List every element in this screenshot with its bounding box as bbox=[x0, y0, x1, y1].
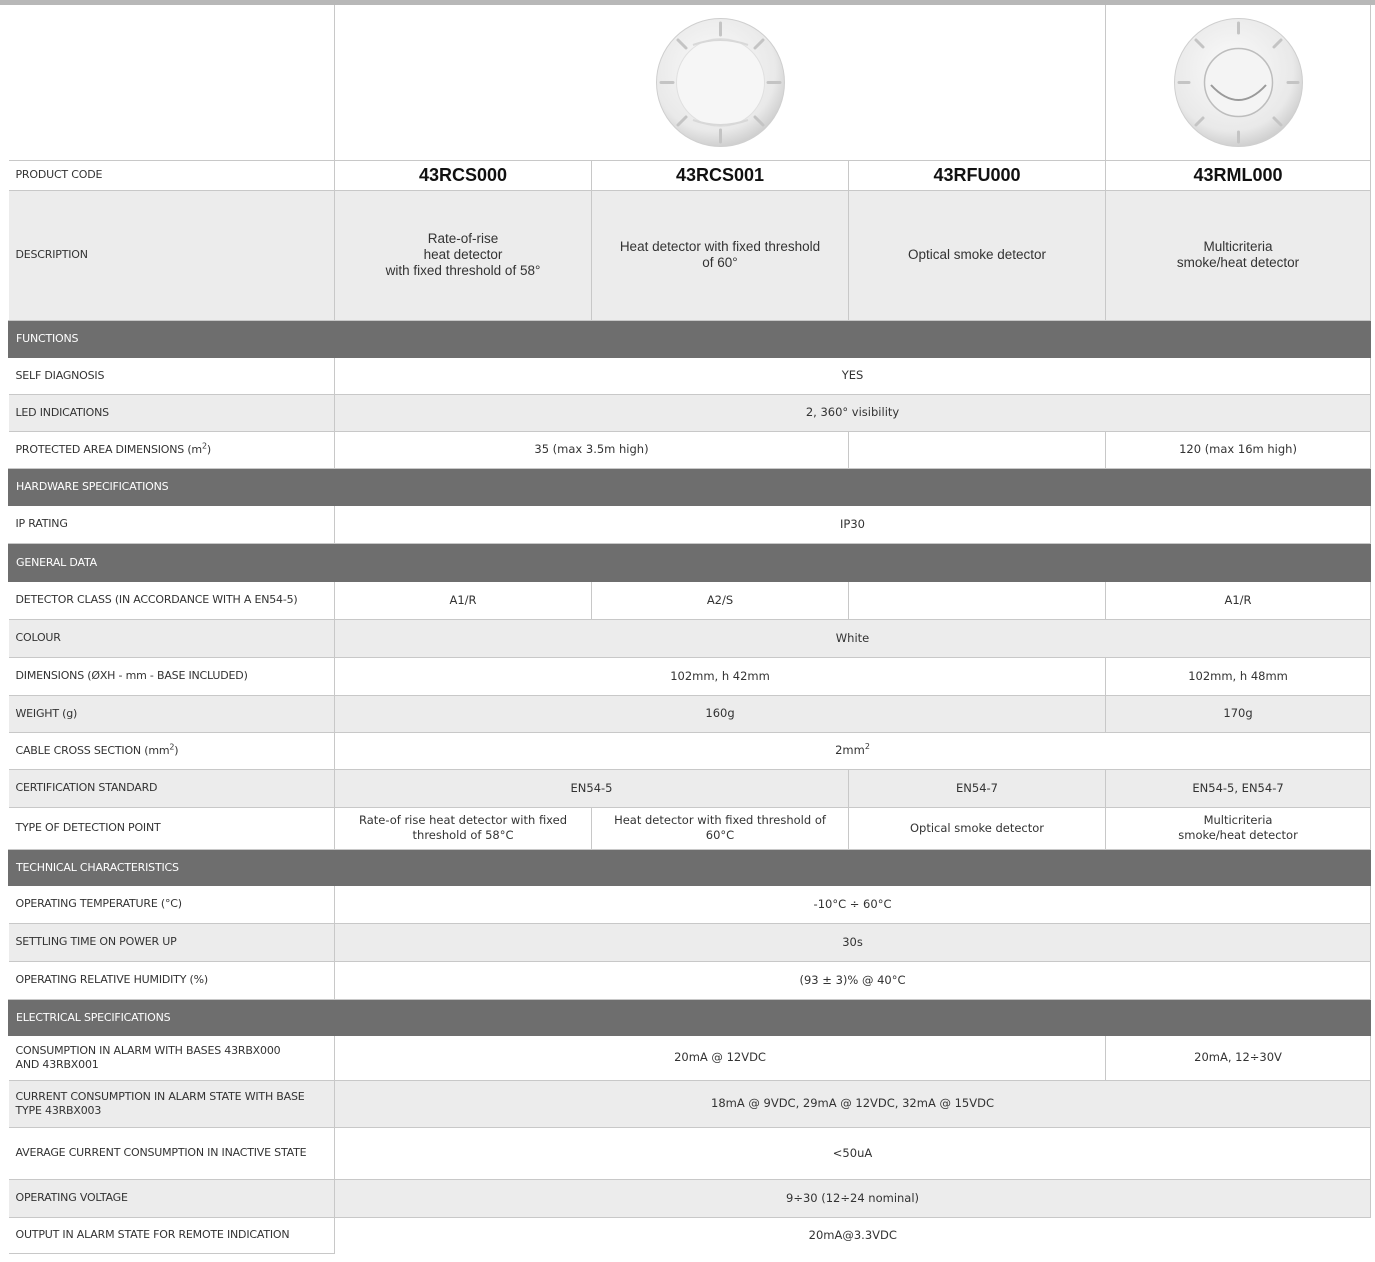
humidity-label: OPERATING RELATIVE HUMIDITY (%) bbox=[9, 961, 335, 999]
row-cable-cross-section bbox=[9, 732, 1371, 769]
settling-time-label: SETTLING TIME ON POWER UP bbox=[9, 923, 335, 961]
row-protected-area bbox=[9, 431, 1371, 468]
certification-label: CERTIFICATION STANDARD bbox=[9, 769, 335, 807]
heat-detector-image-cell bbox=[335, 5, 1106, 160]
row-led-indications bbox=[9, 394, 1371, 431]
self-diagnosis-label: SELF DIAGNOSIS bbox=[9, 357, 335, 394]
avg-current-label: AVERAGE CURRENT CONSUMPTION IN INACTIVE STATE bbox=[9, 1127, 335, 1179]
row-self-diagnosis bbox=[9, 357, 1371, 394]
section-hardware-title: HARDWARE SPECIFICATIONS bbox=[9, 468, 1371, 505]
current-alarm-base-label: CURRENT CONSUMPTION IN ALARM STATE WITH BASE TYPE 43RBX003 bbox=[9, 1080, 335, 1127]
protected-area-label: PROTECTED AREA DIMENSIONS $(m^2)$ bbox=[9, 431, 335, 468]
protected-area-value-optical bbox=[849, 431, 1106, 468]
consumption-alarm-label: CONSUMPTION IN ALARM WITH BASES 43RBX000 AND 43RBX001 bbox=[9, 1035, 335, 1080]
multicriteria-detector-image-cell bbox=[1106, 5, 1371, 160]
consumption-alarm-value-d: 20mA, 12÷30V bbox=[1106, 1035, 1371, 1080]
weight-label: WEIGHT (g) bbox=[9, 695, 335, 732]
section-electrical-title: ELECTRICAL SPECIFICATIONS bbox=[9, 999, 1371, 1035]
description-3: Optical smoke detector bbox=[849, 190, 1106, 320]
current-alarm-base-value: 18mA @ 9VDC, 29mA @ 12VDC, 32mA @ 15VDC bbox=[335, 1080, 1371, 1127]
multicriteria-detector-image bbox=[1171, 15, 1306, 150]
protected-area-value-multicriteria: 120 (max 16m high) bbox=[1106, 431, 1371, 468]
dimensions-value-a: 102mm, h 42mm bbox=[335, 657, 1106, 695]
section-general-title: GENERAL DATA bbox=[9, 543, 1371, 581]
weight-value-a: 160g bbox=[335, 695, 1106, 732]
led-indications-label: LED INDICATIONS bbox=[9, 394, 335, 431]
row-colour bbox=[9, 619, 1371, 657]
row-certification bbox=[9, 769, 1371, 807]
row-description bbox=[9, 190, 1371, 320]
section-functions-title: FUNCTIONS bbox=[9, 320, 1371, 357]
row-settling-time bbox=[9, 923, 1371, 961]
operating-temperature-value: -10°C ÷ 60°C bbox=[335, 885, 1371, 923]
type-detection-3: Optical smoke detector bbox=[849, 807, 1106, 849]
description-2: Heat detector with fixed threshold of 60° bbox=[592, 190, 849, 320]
type-detection-label: TYPE OF DETECTION POINT bbox=[9, 807, 335, 849]
detector-class-label: DETECTOR CLASS (IN ACCORDANCE WITH A EN54-5) bbox=[9, 581, 335, 619]
description-1: Rate-of-rise heat detector with fixed threshold of 58° bbox=[335, 190, 592, 320]
cable-cross-section-value: $2mm^2$ bbox=[335, 732, 1371, 769]
ip-rating-value: IP30 bbox=[335, 505, 1371, 543]
detector-class-2: A2/S bbox=[592, 581, 849, 619]
row-operating-voltage bbox=[9, 1179, 1371, 1217]
colour-label: COLOUR bbox=[9, 619, 335, 657]
section-hardware bbox=[9, 468, 1371, 505]
type-detection-1: Rate-of rise heat detector with fixed threshold of 58°C bbox=[335, 807, 592, 849]
row-avg-current bbox=[9, 1127, 1371, 1179]
humidity-value: (93 ± 3)% @ 40°C bbox=[335, 961, 1371, 999]
product-code-4: 43RML000 bbox=[1106, 160, 1371, 190]
detector-class-3 bbox=[849, 581, 1106, 619]
certification-value-c: EN54-7 bbox=[849, 769, 1106, 807]
detector-class-4: A1/R bbox=[1106, 581, 1371, 619]
output-alarm-value: 20mA@3.3VDC bbox=[335, 1217, 1371, 1253]
self-diagnosis-value: YES bbox=[335, 357, 1371, 394]
row-operating-temperature bbox=[9, 885, 1371, 923]
product-code-3: 43RFU000 bbox=[849, 160, 1106, 190]
colour-value: White bbox=[335, 619, 1371, 657]
row-humidity bbox=[9, 961, 1371, 999]
protected-area-value-heat: 35 (max 3.5m high) bbox=[335, 431, 849, 468]
section-technical-title: TECHNICAL CHARACTERISTICS bbox=[9, 849, 1371, 885]
product-code-2: 43RCS001 bbox=[592, 160, 849, 190]
row-ip-rating bbox=[9, 505, 1371, 543]
heat-detector-image bbox=[653, 15, 788, 150]
avg-current-value: <50uA bbox=[335, 1127, 1371, 1179]
output-alarm-label: OUTPUT IN ALARM STATE FOR REMOTE INDICATION bbox=[9, 1217, 335, 1253]
led-indications-value: 2, 360° visibility bbox=[335, 394, 1371, 431]
spec-table bbox=[8, 5, 1371, 1254]
dimensions-label: DIMENSIONS (ØXH - mm - BASE INCLUDED) bbox=[9, 657, 335, 695]
type-detection-2: Heat detector with fixed threshold of 60°C bbox=[592, 807, 849, 849]
image-row-label-cell bbox=[9, 5, 335, 160]
operating-voltage-label: OPERATING VOLTAGE bbox=[9, 1179, 335, 1217]
section-electrical bbox=[9, 999, 1371, 1035]
row-type-detection bbox=[9, 807, 1371, 849]
product-code-label: PRODUCT CODE bbox=[9, 160, 335, 190]
detector-class-1: A1/R bbox=[335, 581, 592, 619]
section-functions bbox=[9, 320, 1371, 357]
type-detection-4: Multicriteria smoke/heat detector bbox=[1106, 807, 1371, 849]
row-detector-class bbox=[9, 581, 1371, 619]
section-general bbox=[9, 543, 1371, 581]
certification-value-a: EN54-5 bbox=[335, 769, 849, 807]
row-current-alarm-base bbox=[9, 1080, 1371, 1127]
dimensions-value-d: 102mm, h 48mm bbox=[1106, 657, 1371, 695]
ip-rating-label: IP RATING bbox=[9, 505, 335, 543]
description-label: DESCRIPTION bbox=[9, 190, 335, 320]
section-technical bbox=[9, 849, 1371, 885]
row-consumption-alarm bbox=[9, 1035, 1371, 1080]
row-weight bbox=[9, 695, 1371, 732]
operating-voltage-value: 9÷30 (12÷24 nominal) bbox=[335, 1179, 1371, 1217]
operating-temperature-label: OPERATING TEMPERATURE (°C) bbox=[9, 885, 335, 923]
row-product-code bbox=[9, 160, 1371, 190]
cable-cross-section-label: CABLE CROSS SECTION $(mm^2)$ bbox=[9, 732, 335, 769]
product-code-1: 43RCS000 bbox=[335, 160, 592, 190]
certification-value-d: EN54-5, EN54-7 bbox=[1106, 769, 1371, 807]
settling-time-value: 30s bbox=[335, 923, 1371, 961]
row-dimensions bbox=[9, 657, 1371, 695]
row-output-alarm bbox=[9, 1217, 1371, 1253]
weight-value-d: 170g bbox=[1106, 695, 1371, 732]
description-4: Multicriteria smoke/heat detector bbox=[1106, 190, 1371, 320]
consumption-alarm-value-a: 20mA @ 12VDC bbox=[335, 1035, 1106, 1080]
product-image-row bbox=[9, 5, 1371, 160]
